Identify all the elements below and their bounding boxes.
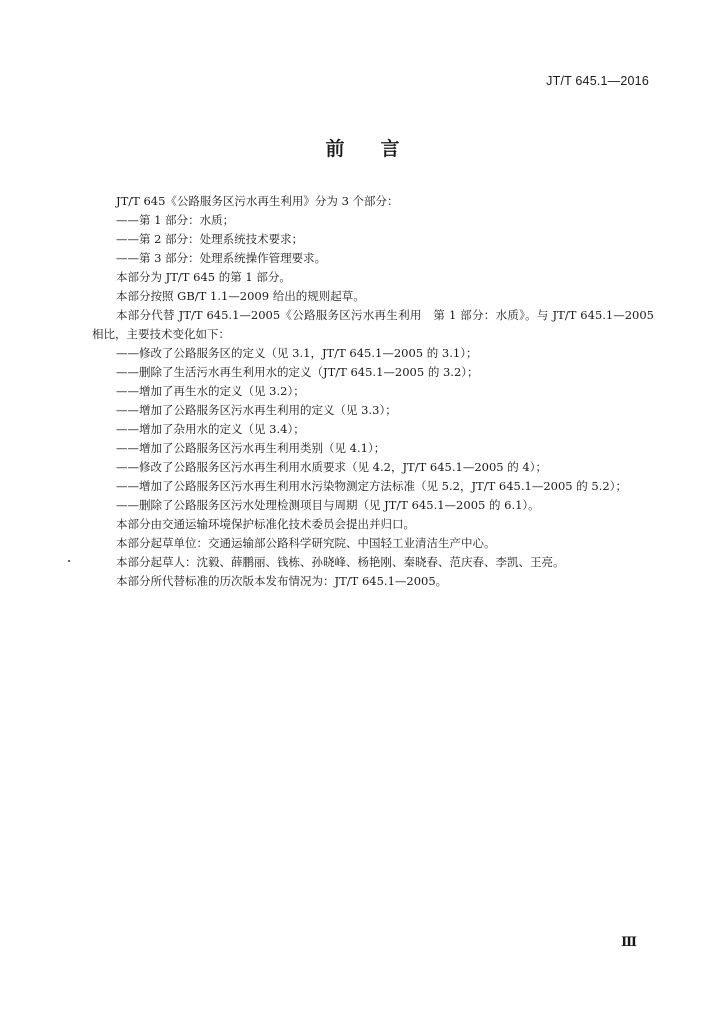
list-item-change-2: ——删除了生活污水再生利用水的定义（JT/T 645.1—2005 的 3.2）； [116,365,479,379]
list-item-change-6: ——增加了公路服务区污水再生利用类别（见 4.1）； [116,441,386,455]
paragraph-replacement: 本部分代替 JT/T 645.1—2005《公路服务区污水再生利用 第 1 部分：水质》。与 JT/T 645.1—2005 相比，主要技术变化如下： [92,308,654,341]
list-item-change-1: ——修改了公路服务区的定义（见 3.1，JT/T 645.1—2005 的 3.1）； [116,346,478,360]
list-item-change-8: ——增加了公路服务区污水再生利用水污染物测定方法标准（见 5.2，JT/T 645.1—2005 的 5.2）； [116,479,627,493]
page-number: Ⅲ [621,935,637,950]
standard-number: JT/T 645.1—2016 [546,74,649,88]
paragraph-proposer: 本部分由交通运输环境保护标准化技术委员会提出并归口。 [116,517,415,531]
list-item-change-9: ——删除了公路服务区污水处理检测项目与周期（见 JT/T 645.1—2005 的 6.1）。 [116,498,540,512]
list-item-change-7: ——修改了公路服务区污水再生利用水质要求（见 4.2，JT/T 645.1—2005 的 4）； [116,460,547,474]
scan-speck [68,560,70,562]
list-item-change-5: ——增加了杂用水的定义（见 3.4）； [116,422,305,436]
paragraph-parts-intro: JT/T 645《公路服务区污水再生利用》分为 3 个部分： [116,194,399,208]
paragraph-drafting-rules: 本部分按照 GB/T 1.1—2009 给出的规则起草。 [116,289,365,303]
list-item-change-4: ——增加了公路服务区污水再生利用的定义（见 3.3）； [116,403,397,417]
list-item-part-3: ——第 3 部分：处理系统操作管理要求。 [116,251,327,265]
paragraph-this-part: 本部分为 JT/T 645 的第 1 部分。 [116,270,291,284]
list-item-part-2: ——第 2 部分：处理系统技术要求； [116,232,304,246]
paragraph-previous-editions: 本部分所代替标准的历次版本发布情况为：JT/T 645.1—2005。 [116,574,448,588]
paragraph-drafters: 本部分起草人：沈毅、薛鹏丽、钱栋、孙晓峰、杨艳刚、秦晓春、范庆春、李凯、王亮。 [116,555,565,569]
list-item-part-1: ——第 1 部分：水质； [116,213,235,227]
page-title: 前言 [325,138,436,160]
list-item-change-3: ——增加了再生水的定义（见 3.2）； [116,384,305,398]
foreword-body [92,192,654,591]
paragraph-drafting-units: 本部分起草单位：交通运输部公路科学研究院、中国轻工业清洁生产中心。 [116,536,496,550]
